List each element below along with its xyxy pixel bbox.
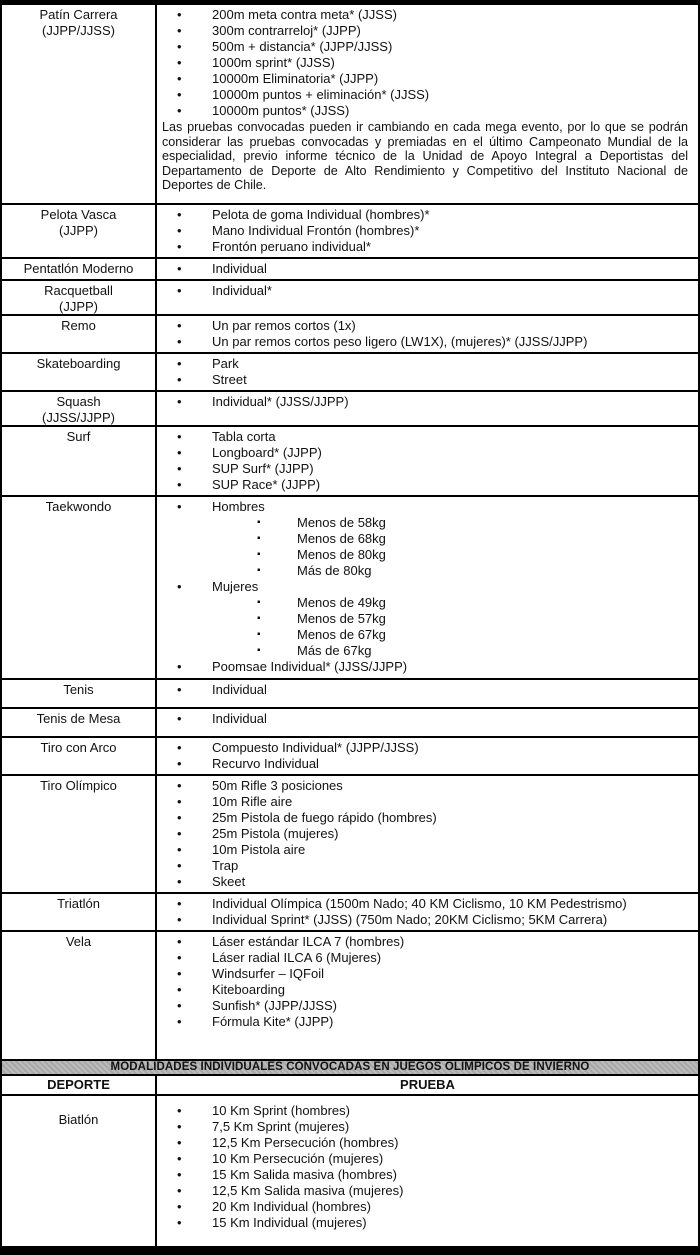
event-text: Individual Sprint* (JJSS) (750m Nado; 20KM Ciclismo; 5KM Carrera) <box>212 912 608 927</box>
event-text: SUP Race* (JJPP) <box>212 477 321 492</box>
round-bullet-icon: • <box>177 740 182 755</box>
round-bullet-icon: • <box>177 826 182 841</box>
event-text: Park <box>212 356 239 371</box>
event-item <box>157 595 692 611</box>
events-cell <box>157 5 698 203</box>
events-cell <box>157 392 698 425</box>
event-text: Más de 80kg <box>297 563 372 578</box>
event-text: Individual <box>212 682 267 697</box>
event-item <box>157 372 692 388</box>
round-bullet-icon: • <box>177 982 182 997</box>
events-cell <box>157 894 698 930</box>
round-bullet-icon: • <box>177 261 182 276</box>
sport-name-line: Squash <box>56 394 101 409</box>
event-text: Menos de 49kg <box>297 595 386 610</box>
round-bullet-icon: • <box>177 318 182 333</box>
event-text: Mano Individual Frontón (hombres)* <box>212 223 420 238</box>
square-bullet-icon: ▪ <box>257 549 261 560</box>
round-bullet-icon: • <box>177 55 182 70</box>
square-bullet-icon: ▪ <box>257 645 261 656</box>
winter-section-band <box>2 1061 698 1076</box>
event-text: Frontón peruano individual* <box>212 239 371 254</box>
event-text: Trap <box>212 858 239 873</box>
event-item <box>157 842 692 858</box>
round-bullet-icon: • <box>177 445 182 460</box>
event-item <box>157 1151 692 1167</box>
sport-name-line: (JJPP) <box>59 222 98 238</box>
round-bullet-icon: • <box>177 1167 182 1182</box>
event-text: Skeet <box>212 874 246 889</box>
sport-name-cell <box>2 894 157 930</box>
event-item <box>157 394 692 410</box>
event-item <box>157 778 692 794</box>
sport-name-cell <box>2 205 157 257</box>
event-text: Compuesto Individual* (JJPP/JJSS) <box>212 740 419 755</box>
events-cell <box>157 709 698 736</box>
sport-name-cell <box>2 354 157 390</box>
events-cell <box>157 776 698 892</box>
sport-name-line: Vela <box>65 934 92 949</box>
events-cell <box>157 427 698 495</box>
event-item <box>157 579 692 595</box>
winter-rows-container <box>2 1096 698 1248</box>
event-text: Más de 67kg <box>297 643 372 658</box>
round-bullet-icon: • <box>177 499 182 514</box>
square-bullet-icon: ▪ <box>257 533 261 544</box>
event-item <box>157 643 692 659</box>
events-cell <box>157 680 698 707</box>
event-text: Recurvo Individual <box>212 756 319 771</box>
event-item <box>157 547 692 563</box>
table-row <box>2 776 698 894</box>
round-bullet-icon: • <box>177 71 182 86</box>
event-text: Individual Olímpica (1500m Nado; 40 KM Ciclismo, 10 KM Pedestrismo) <box>212 896 627 911</box>
sport-name-cell <box>2 5 157 203</box>
round-bullet-icon: • <box>177 334 182 349</box>
event-text: Individual* <box>212 283 272 298</box>
round-bullet-icon: • <box>177 394 182 409</box>
round-bullet-icon: • <box>177 461 182 476</box>
event-item <box>157 283 692 299</box>
round-bullet-icon: • <box>177 283 182 298</box>
sport-name-line: Tiro con Arco <box>40 740 117 755</box>
event-text: 200m meta contra meta* (JJSS) <box>212 7 397 22</box>
event-item <box>157 39 692 55</box>
event-item <box>157 563 692 579</box>
sport-name-line: Tenis <box>63 682 94 697</box>
round-bullet-icon: • <box>177 810 182 825</box>
event-text: Sunfish* (JJPP/JJSS) <box>212 998 337 1013</box>
events-cell <box>157 354 698 390</box>
round-bullet-icon: • <box>177 896 182 911</box>
event-item <box>157 261 692 277</box>
event-text: Un par remos cortos peso ligero (LW1X), (mujeres)* (JJSS/JJPP) <box>212 334 588 349</box>
round-bullet-icon: • <box>177 998 182 1013</box>
event-item <box>157 515 692 531</box>
sport-name-cell <box>2 281 157 314</box>
event-text: Menos de 67kg <box>297 627 386 642</box>
sport-name-line: Patín Carrera <box>39 7 118 22</box>
round-bullet-icon: • <box>177 87 182 102</box>
event-text: Pelota de goma Individual (hombres)* <box>212 207 430 222</box>
sport-name-line: Pelota Vasca <box>40 207 117 222</box>
event-text: Menos de 68kg <box>297 531 386 546</box>
event-item <box>157 318 692 334</box>
event-text: 10 Km Sprint (hombres) <box>212 1103 350 1118</box>
winter-header-row <box>2 1076 698 1096</box>
event-item <box>157 982 692 998</box>
table-row <box>2 281 698 316</box>
event-text: Individual <box>212 261 267 276</box>
event-item <box>157 23 692 39</box>
sport-name-line: Tenis de Mesa <box>36 711 121 726</box>
event-text: Street <box>212 372 247 387</box>
event-item <box>157 912 692 928</box>
header-deporte: DEPORTE <box>2 1076 157 1094</box>
table-row <box>2 316 698 354</box>
round-bullet-icon: • <box>177 239 182 254</box>
event-item <box>157 966 692 982</box>
sport-name-cell <box>2 427 157 495</box>
events-cell <box>157 738 698 774</box>
event-text: Windsurfer – IQFoil <box>212 966 324 981</box>
sport-name-line: Pentatlón Moderno <box>23 261 134 276</box>
table-row <box>2 680 698 709</box>
event-text: Tabla corta <box>212 429 276 444</box>
event-item <box>157 682 692 698</box>
event-text: Un par remos cortos (1x) <box>212 318 356 333</box>
event-text: Poomsae Individual* (JJSS/JJPP) <box>212 659 408 674</box>
sport-name-cell <box>2 738 157 774</box>
event-text: Individual* (JJSS/JJPP) <box>212 394 349 409</box>
table-row <box>2 738 698 776</box>
square-bullet-icon: ▪ <box>257 517 261 528</box>
event-text: 25m Pistola (mujeres) <box>212 826 339 841</box>
event-item <box>157 794 692 810</box>
sport-name-line: (JJPP) <box>59 298 98 314</box>
square-bullet-icon: ▪ <box>257 629 261 640</box>
event-item <box>157 445 692 461</box>
event-item <box>157 950 692 966</box>
event-text: 12,5 Km Persecución (hombres) <box>212 1135 399 1150</box>
round-bullet-icon: • <box>177 858 182 873</box>
round-bullet-icon: • <box>177 1215 182 1230</box>
round-bullet-icon: • <box>177 711 182 726</box>
sport-name-cell <box>2 776 157 892</box>
event-text: 10000m puntos + eliminación* (JJSS) <box>212 87 430 102</box>
event-item <box>157 711 692 727</box>
row-note: Las pruebas convocadas pueden ir cambiando en cada mega evento, por lo que se podrán considerar las pruebas convocadas y premiadas en el último Campeonato Mundial de la especialidad, previo informe técnico de la Unidad de Apoyo Integral a Deportistas del Departamento de Deporte de Alto Rendimiento y Competitivo del Instituto Nacional de Deportes de Chile. <box>162 120 688 193</box>
round-bullet-icon: • <box>177 912 182 927</box>
events-cell <box>157 316 698 352</box>
sport-name-cell <box>2 680 157 707</box>
round-bullet-icon: • <box>177 103 182 118</box>
event-item <box>157 1199 692 1215</box>
round-bullet-icon: • <box>177 934 182 949</box>
sport-name-cell <box>2 1096 157 1246</box>
round-bullet-icon: • <box>177 682 182 697</box>
winter-section-title: MODALIDADES INDIVIDUALES CONVOCADAS EN JUEGOS OLÍMPICOS DE INVIERNO <box>110 1061 590 1073</box>
events-cell <box>157 281 698 314</box>
table-row <box>2 5 698 205</box>
round-bullet-icon: • <box>177 1183 182 1198</box>
round-bullet-icon: • <box>177 223 182 238</box>
sport-name-line: Racquetball <box>44 283 113 298</box>
event-item <box>157 87 692 103</box>
event-item <box>157 207 692 223</box>
event-text: 10000m Eliminatoria* (JJPP) <box>212 71 379 86</box>
event-text: 10m Rifle aire <box>212 794 293 809</box>
round-bullet-icon: • <box>177 429 182 444</box>
event-text: 50m Rifle 3 posiciones <box>212 778 343 793</box>
events-cell <box>157 497 698 678</box>
sport-name-cell <box>2 497 157 678</box>
event-text: 500m + distancia* (JJPP/JJSS) <box>212 39 393 54</box>
event-text: Láser radial ILCA 6 (Mujeres) <box>212 950 382 965</box>
event-item <box>157 239 692 255</box>
square-bullet-icon: ▪ <box>257 565 261 576</box>
round-bullet-icon: • <box>177 756 182 771</box>
sport-name-line: Biatlón <box>58 1112 99 1127</box>
event-text: Láser estándar ILCA 7 (hombres) <box>212 934 405 949</box>
table-row <box>2 932 698 1061</box>
round-bullet-icon: • <box>177 966 182 981</box>
event-item <box>157 810 692 826</box>
event-item <box>157 499 692 515</box>
round-bullet-icon: • <box>177 1119 182 1134</box>
events-cell <box>157 205 698 257</box>
event-item <box>157 611 692 627</box>
event-text: Menos de 57kg <box>297 611 386 626</box>
event-text: 12,5 Km Salida masiva (mujeres) <box>212 1183 404 1198</box>
round-bullet-icon: • <box>177 874 182 889</box>
square-bullet-icon: ▪ <box>257 597 261 608</box>
table-row <box>2 205 698 259</box>
event-item <box>157 334 692 350</box>
sport-name-cell <box>2 259 157 279</box>
event-item <box>157 223 692 239</box>
event-item <box>157 659 692 675</box>
table-row <box>2 392 698 427</box>
event-text: 10000m puntos* (JJSS) <box>212 103 350 118</box>
event-item <box>157 627 692 643</box>
round-bullet-icon: • <box>177 1014 182 1029</box>
event-text: Individual <box>212 711 267 726</box>
summer-sports-table <box>2 5 698 1061</box>
round-bullet-icon: • <box>177 778 182 793</box>
event-item <box>157 477 692 493</box>
sport-name-line: Remo <box>61 318 96 333</box>
square-bullet-icon: ▪ <box>257 613 261 624</box>
round-bullet-icon: • <box>177 7 182 22</box>
event-item <box>157 740 692 756</box>
event-item <box>157 1014 692 1030</box>
event-item <box>157 756 692 772</box>
round-bullet-icon: • <box>177 1151 182 1166</box>
round-bullet-icon: • <box>177 39 182 54</box>
event-text: 15 Km Salida masiva (hombres) <box>212 1167 397 1182</box>
event-item <box>157 103 692 119</box>
event-text: Kiteboarding <box>212 982 285 997</box>
event-text: 1000m sprint* (JJSS) <box>212 55 335 70</box>
event-text: 20 Km Individual (hombres) <box>212 1199 371 1214</box>
sport-name-cell <box>2 709 157 736</box>
event-text: Menos de 58kg <box>297 515 386 530</box>
event-text: 25m Pistola de fuego rápido (hombres) <box>212 810 437 825</box>
event-text: 15 Km Individual (mujeres) <box>212 1215 367 1230</box>
event-item <box>157 1135 692 1151</box>
round-bullet-icon: • <box>177 477 182 492</box>
round-bullet-icon: • <box>177 356 182 371</box>
table-row <box>2 1096 698 1248</box>
sport-name-cell <box>2 932 157 1059</box>
event-text: 7,5 Km Sprint (mujeres) <box>212 1119 350 1134</box>
event-item <box>157 356 692 372</box>
event-text: 10m Pistola aire <box>212 842 306 857</box>
event-item <box>157 1167 692 1183</box>
round-bullet-icon: • <box>177 1199 182 1214</box>
events-cell <box>157 1096 698 1246</box>
winter-sports-section <box>2 1061 698 1248</box>
events-cell <box>157 259 698 279</box>
round-bullet-icon: • <box>177 372 182 387</box>
event-item <box>157 934 692 950</box>
sport-name-line: Triatlón <box>57 896 100 911</box>
event-item <box>157 1215 692 1231</box>
event-item <box>157 896 692 912</box>
round-bullet-icon: • <box>177 794 182 809</box>
event-item <box>157 998 692 1014</box>
table-row <box>2 709 698 738</box>
table-row <box>2 427 698 497</box>
event-item <box>157 1183 692 1199</box>
sport-name-line: (JJPP/JJSS) <box>42 22 115 38</box>
events-cell <box>157 932 698 1059</box>
table-row <box>2 497 698 680</box>
event-item <box>157 874 692 890</box>
event-text: 300m contrarreloj* (JJPP) <box>212 23 361 38</box>
event-text: SUP Surf* (JJPP) <box>212 461 314 476</box>
sport-name-line: Tiro Olímpico <box>40 778 117 793</box>
event-item <box>157 1119 692 1135</box>
event-item <box>157 461 692 477</box>
round-bullet-icon: • <box>177 1103 182 1118</box>
table-row <box>2 894 698 932</box>
event-text: 10 Km Persecución (mujeres) <box>212 1151 384 1166</box>
event-item <box>157 1103 692 1119</box>
table-row <box>2 354 698 392</box>
event-text: Longboard* (JJPP) <box>212 445 322 460</box>
round-bullet-icon: • <box>177 842 182 857</box>
event-item <box>157 429 692 445</box>
sport-name-line: Taekwondo <box>45 499 112 514</box>
event-text: Menos de 80kg <box>297 547 386 562</box>
event-text: Hombres <box>212 499 265 514</box>
event-item <box>157 531 692 547</box>
event-item <box>157 55 692 71</box>
round-bullet-icon: • <box>177 659 182 674</box>
sport-name-line: Skateboarding <box>36 356 121 371</box>
round-bullet-icon: • <box>177 23 182 38</box>
event-item <box>157 7 692 23</box>
round-bullet-icon: • <box>177 1135 182 1150</box>
sport-name-cell <box>2 316 157 352</box>
round-bullet-icon: • <box>177 207 182 222</box>
round-bullet-icon: • <box>177 579 182 594</box>
header-prueba: PRUEBA <box>400 1077 455 1092</box>
sport-name-line: (JJSS/JJPP) <box>42 409 115 425</box>
event-text: Fórmula Kite* (JJPP) <box>212 1014 334 1029</box>
sport-name-cell <box>2 392 157 425</box>
sport-name-line: Surf <box>66 429 91 444</box>
event-item <box>157 826 692 842</box>
event-text: Mujeres <box>212 579 259 594</box>
event-item <box>157 71 692 87</box>
round-bullet-icon: • <box>177 950 182 965</box>
event-item <box>157 858 692 874</box>
table-row <box>2 259 698 281</box>
